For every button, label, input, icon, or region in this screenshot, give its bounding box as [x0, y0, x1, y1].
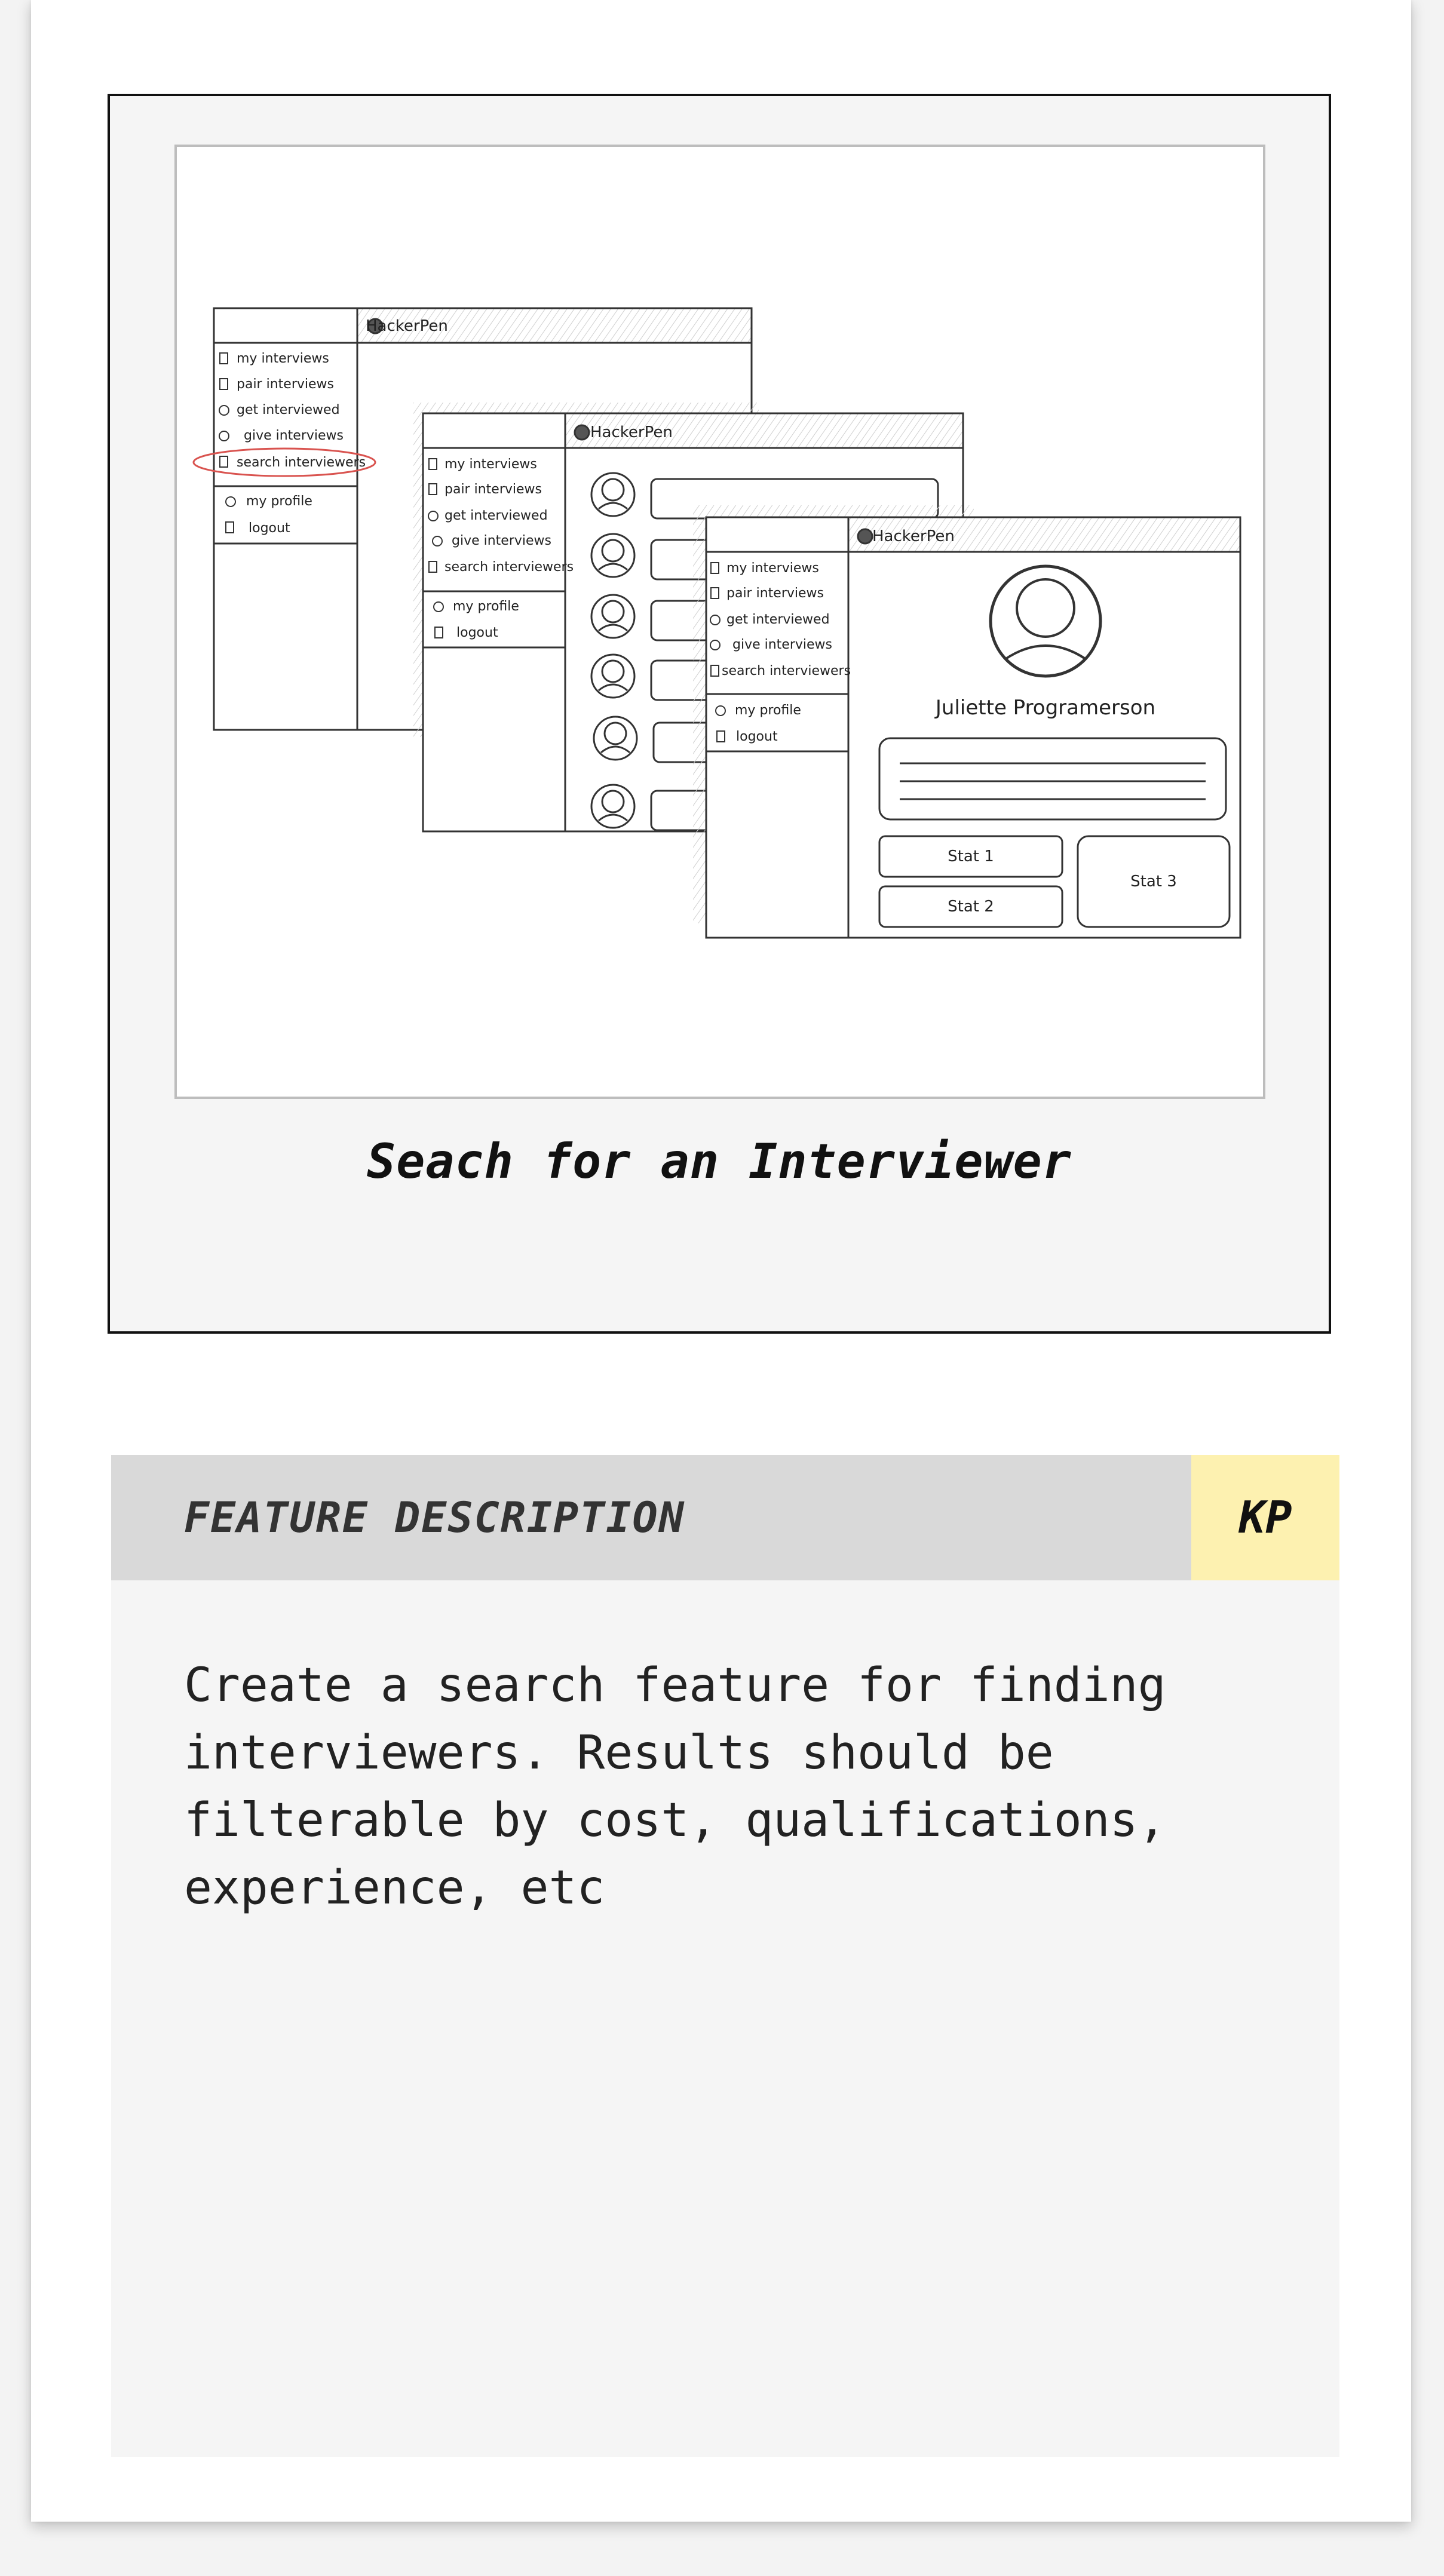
- wireframe-sketch: [174, 145, 1265, 1099]
- app-title-1: HackerPen: [366, 317, 448, 335]
- menu-item-1: my interviews: [237, 351, 329, 366]
- menu-item-6: my profile: [735, 703, 801, 718]
- menu-item-7: logout: [736, 729, 778, 744]
- stat-1-label: Stat 1: [948, 848, 994, 865]
- menu-item-3: get interviewed: [444, 508, 548, 523]
- profile-name: Juliette Programerson: [935, 696, 1156, 720]
- menu-item-6: my profile: [453, 599, 519, 614]
- menu-item-6: my profile: [246, 494, 312, 509]
- menu-item-4: give interviews: [452, 533, 552, 548]
- menu-item-1: my interviews: [726, 561, 819, 576]
- feature-description-text: Create a search feature for finding interviewers. Results should be filterable by cost, qualifications, experience, etc: [184, 1659, 1166, 1915]
- menu-item-4: give interviews: [244, 428, 344, 443]
- menu-item-7: logout: [249, 521, 290, 536]
- menu-item-2: pair interviews: [444, 482, 542, 497]
- menu-item-5: search interviewers: [444, 560, 574, 575]
- app-title-2: HackerPen: [590, 423, 673, 441]
- menu-item-1: my interviews: [444, 457, 537, 472]
- stat-2-label: Stat 2: [948, 898, 994, 916]
- app-title-3: HackerPen: [872, 527, 955, 545]
- menu-item-2: pair interviews: [726, 586, 824, 601]
- owner-badge: KP: [1191, 1455, 1339, 1580]
- menu-item-5: search interviewers: [237, 455, 366, 470]
- menu-item-5: search interviewers: [722, 664, 851, 678]
- feature-description-body: [111, 1580, 1339, 2457]
- feature-description-title: FEATURE DESCRIPTION: [184, 1493, 685, 1542]
- menu-item-3: get interviewed: [726, 612, 830, 627]
- menu-item-2: pair interviews: [237, 377, 334, 392]
- menu-item-7: logout: [456, 625, 498, 640]
- menu-item-4: give interviews: [732, 637, 833, 652]
- stat-3-label: Stat 3: [1130, 873, 1177, 891]
- feature-description-header: [111, 1455, 1191, 1580]
- card-caption: Seach for an Interviewer: [367, 1134, 1072, 1189]
- menu-item-3: get interviewed: [237, 403, 340, 417]
